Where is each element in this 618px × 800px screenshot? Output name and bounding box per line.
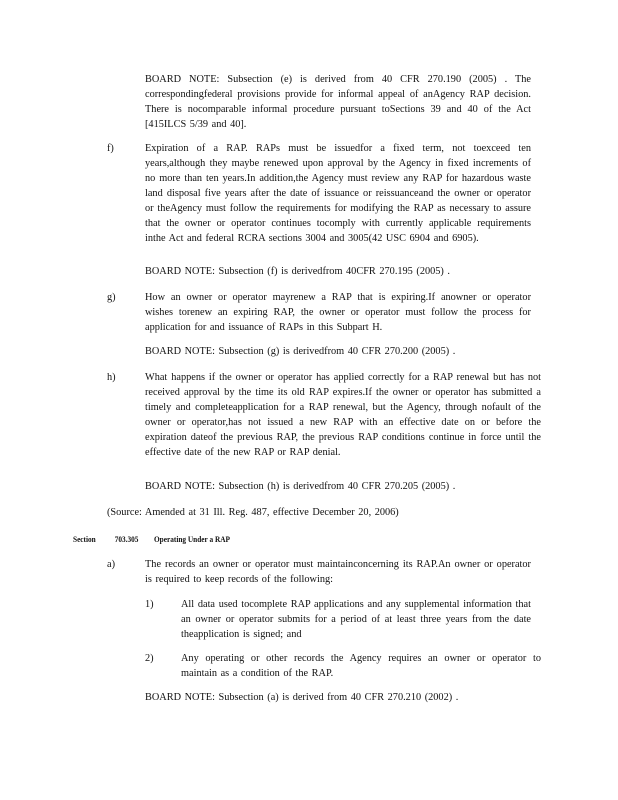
board-note-e: BOARD NOTE: Subsection (e) is derived from 40 CFR 270.190 (2005) . The correspondingfederal provisions provide for informal appeal of anAgency RAP decision. There is nocomparable informal procedure pursuant toSections 39 and 40 of the Act [415ILCS 5/39 and 40]. bbox=[145, 74, 531, 130]
board-note-f: BOARD NOTE: Subsection (f) is derivedfrom 40CFR 270.195 (2005) . bbox=[145, 266, 451, 277]
subsection-a-text: The records an owner or operator must maintainconcerning its RAP.An owner or operator is required to keep records of the following: bbox=[145, 559, 531, 585]
subsection-h-marker: h) bbox=[107, 372, 116, 383]
board-note-g: BOARD NOTE: Subsection (g) is derivedfrom 40 CFR 270.200 (2005) . bbox=[145, 346, 456, 357]
subsection-g-text: How an owner or operator mayrenew a RAP that is expiring.If anowner or operator wishes torenew an expiring RAP, the owner or operator must follow the process for application for and issuance of RAPs in this Subpart H. bbox=[145, 292, 531, 333]
source-note: (Source: Amended at 31 Ill. Reg. 487, effective December 20, 2006) bbox=[107, 507, 399, 518]
item-1-text: All data used tocomplete RAP applications and any supplemental information that an owner or operator submits for a period of at least three years from the date theapplication is signed; and bbox=[181, 599, 531, 640]
section-heading bbox=[73, 533, 230, 545]
subsection-f-marker: f) bbox=[107, 143, 114, 154]
subsection-a-marker: a) bbox=[107, 559, 115, 570]
board-note-h: BOARD NOTE: Subsection (h) is derivedfrom 40 CFR 270.205 (2005) . bbox=[145, 481, 456, 492]
subsection-g-marker: g) bbox=[107, 292, 116, 303]
subsection-h-text: What happens if the owner or operator has applied correctly for a RAP renewal but has not received approval by the time its old RAP expires.If the owner or operator has submitted a timely and completeapplication for a RAP renewal, but the Agency, through nofault of the owner or operator,has not issued a new RAP with an effective date on or before the expiration dateof the previous RAP, the previous RAP conditions continue in force until the effective date of the new RAP or RAP denial. bbox=[145, 372, 541, 458]
item-2-text: Any operating or other records the Agency requires an owner or operator to maintain as a condition of the RAP. bbox=[181, 653, 541, 679]
section-number: 703.305 bbox=[114, 534, 139, 544]
item-1-marker: 1) bbox=[145, 599, 154, 610]
board-note-a: BOARD NOTE: Subsection (a) is derived from 40 CFR 270.210 (2002) . bbox=[145, 692, 459, 703]
section-label: Section bbox=[73, 534, 96, 544]
item-2-marker: 2) bbox=[145, 653, 154, 664]
subsection-f-text: Expiration of a RAP. RAPs must be issuedfor a fixed term, not toexceed ten years,although they maybe renewed upon approval by the Agency in fixed increments of no more than ten years.In addition,the Agency must review any RAP for hazardous waste land disposal five years after the date of issuance or reissuanceand the owner or operator or theAgency must follow the requirements for modifying the RAP as necessary to assure that the owner or operator continues tocomply with currently applicable requirements inthe Act and federal RCRA sections 3004 and 3005(42 USC 6904 and 6905). bbox=[145, 143, 531, 244]
section-title: Operating Under a RAP bbox=[154, 534, 230, 544]
